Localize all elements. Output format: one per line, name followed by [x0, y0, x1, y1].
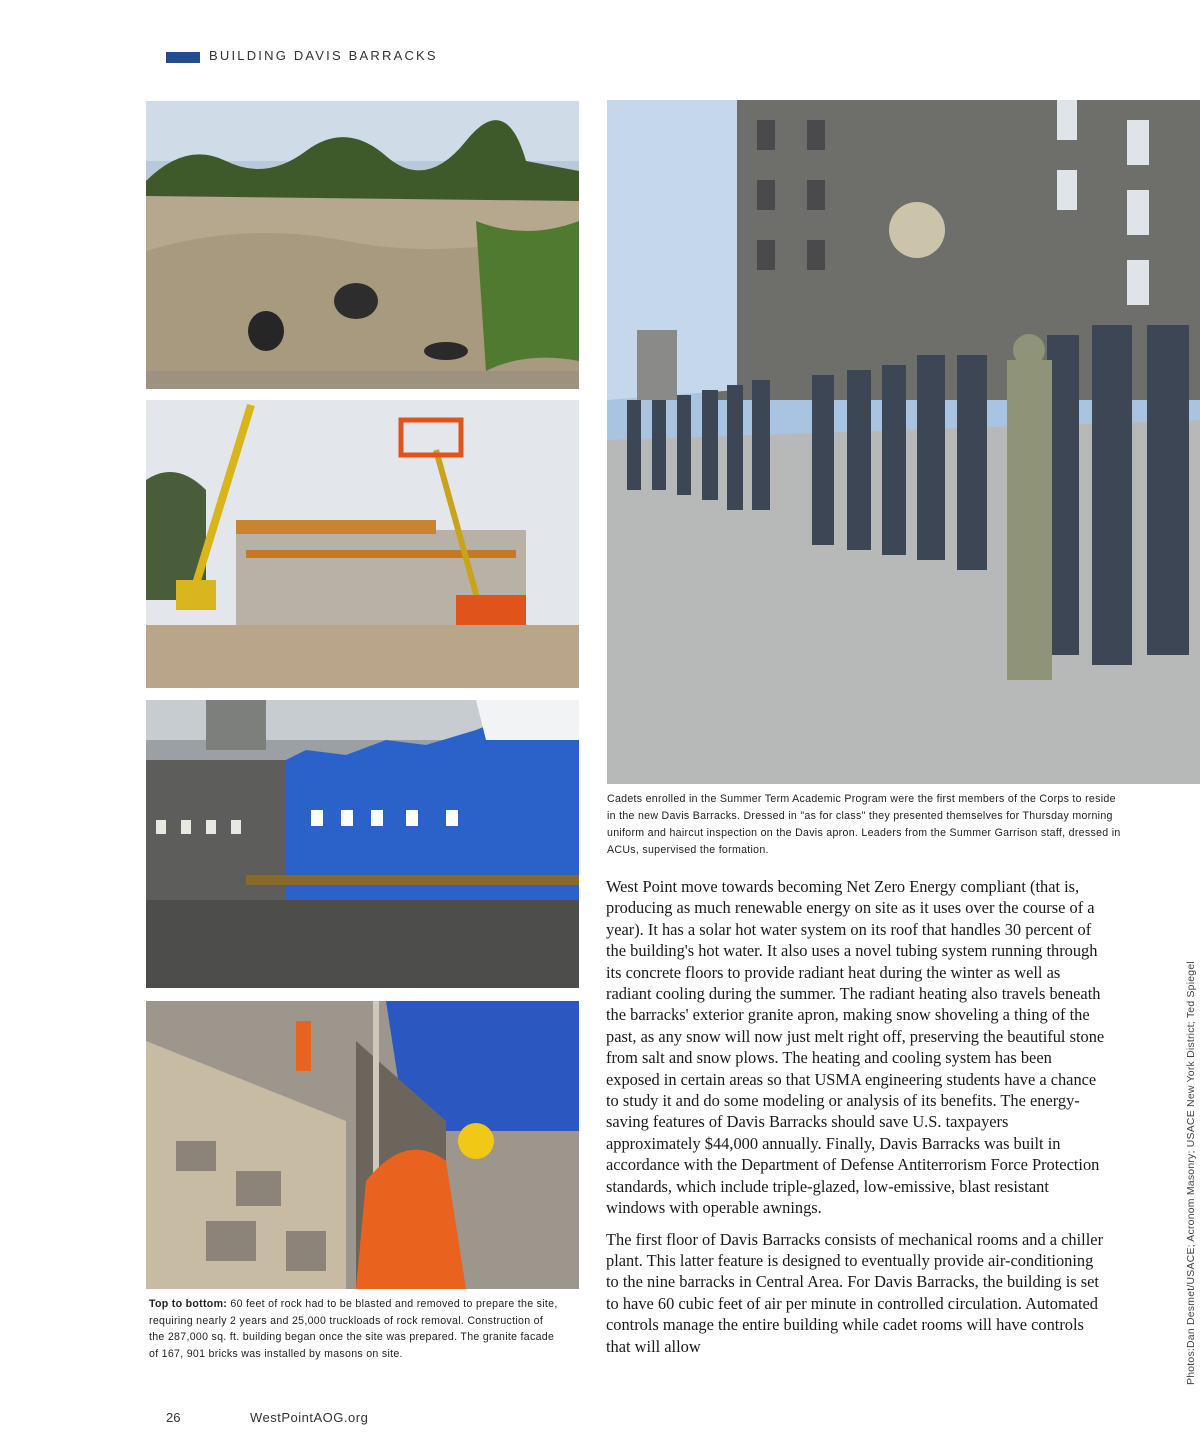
construction-photos-caption	[149, 1296, 559, 1362]
caption-lead: Top to bottom:	[149, 1298, 228, 1310]
rock-excavation-photo	[146, 101, 579, 389]
body-paragraph-1: West Point move towards becoming Net Zero Energy compliant (that is, producing as much renewable energy on site as it uses over the course of a year). It has a solar hot water system on its roof that handles 30 percent of the building's hot water. It also uses a novel tubing system running through its concrete floors to provide radiant heat during the winter as well as radiant cooling during the summer. The radiant heating also travels beneath the barracks' exterior granite apron, making snow shoveling a thing of the past, as any snow will now just melt right off, preserving the beautiful stone from salt and snow plows. The heating and cooling system has been exposed in certain areas so that USMA engineering students have a chance to study it and do some modeling or analysis of its benefits. The energy-saving features of Davis Barracks should save U.S. taxpayers approximately $44,000 annually. Finally, Davis Barracks was built in accordance with the Department of Defense Antiterrorism Force Protection standards, which include triple-glazed, low-emissive, blast resistant windows with operable awnings.	[606, 877, 1105, 1218]
photo-credit: Photos:Dan Desmet/USACE; Acronom Masonry; USACE New York District; Ted Spiegel	[1185, 961, 1197, 1385]
footer-website: WestPointAOG.org	[250, 1410, 369, 1425]
section-title: BUILDING DAVIS BARRACKS	[209, 48, 438, 63]
cadets-formation-photo	[607, 100, 1200, 784]
page-number: 26	[166, 1410, 181, 1425]
cadets-photo-caption: Cadets enrolled in the Summer Term Academic Program were the first members of the Corps to reside in the new Davis Barracks. Dressed in "as for class" they presented themselves for Thursday morning uniform and haircut inspection on the Davis apron. Leaders from the Summer Garrison staff, dressed in ACUs, supervised the formation.	[607, 793, 1121, 856]
caption-text: 60 feet of rock had to be blasted and removed to prepare the site, requiring nearly 2 years and 25,000 truckloads of rock removal. Construction of the 287,000 sq. ft. building began once the site was prepared. The granite facade of 167, 901 bricks was installed by masons on site.	[149, 1298, 558, 1360]
body-paragraph-2: The first floor of Davis Barracks consists of mechanical rooms and a chiller plant. This latter feature is designed to eventually provide air-conditioning to the nine barracks in Central Area. For Davis Barracks, the building is set to have 60 cubic feet of air per minute in controlled circulation. Automated controls manage the entire building while cadet rooms will have controls that will allow	[606, 1229, 1104, 1356]
masons-photo	[146, 1001, 579, 1289]
blue-facade-photo	[146, 700, 579, 988]
construction-crane-photo	[146, 400, 579, 688]
header-accent-bar	[166, 52, 200, 63]
article-body	[606, 876, 1106, 1367]
